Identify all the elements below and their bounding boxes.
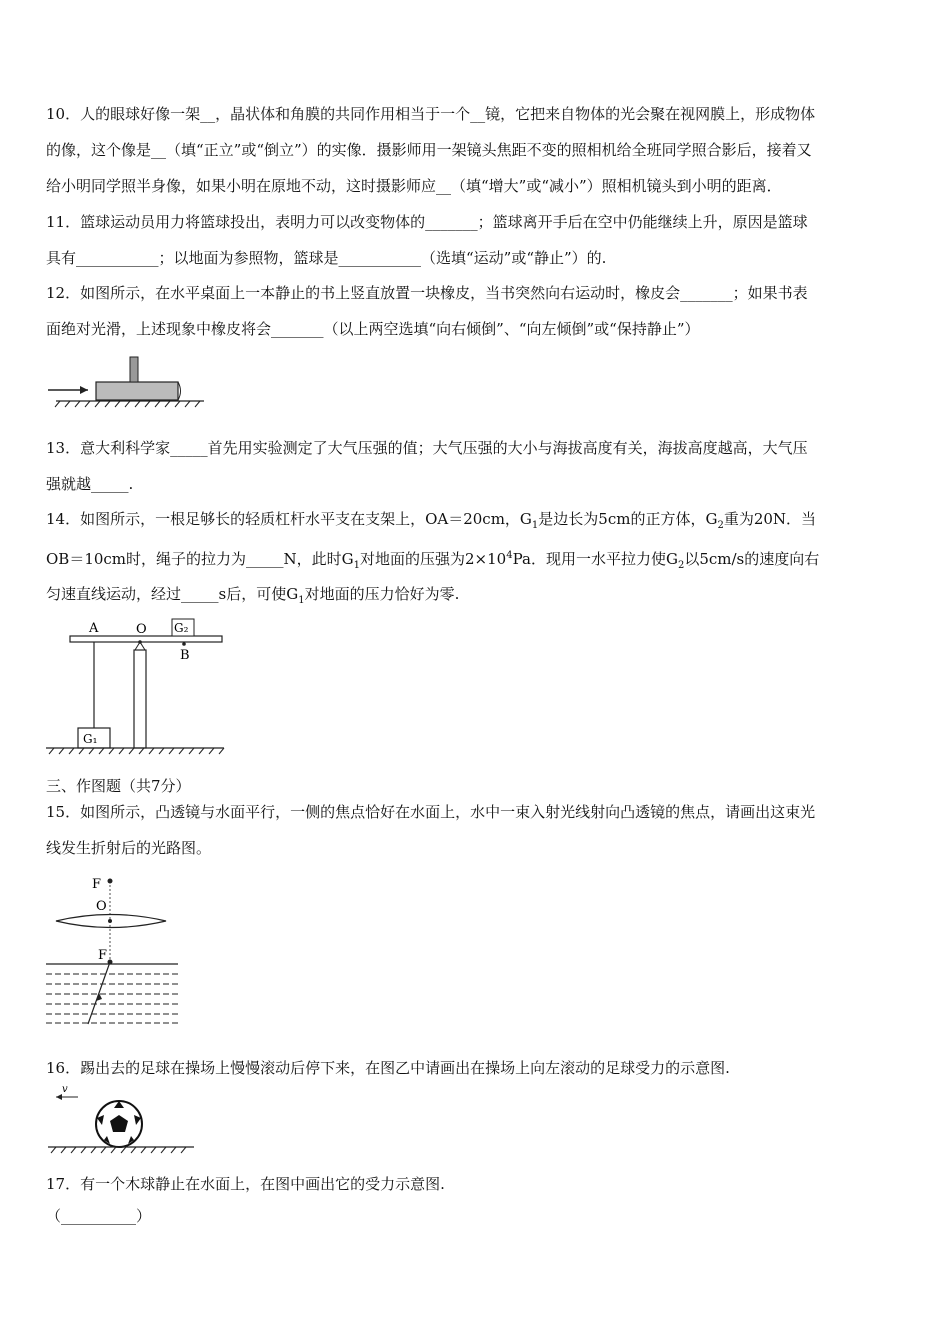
q10-line1: 10．人的眼球好像一架__，晶状体和角膜的共同作用相当于一个__镜，它把来自物体的光会聚在视网膜上，形成物体 xyxy=(46,105,816,123)
label-g1: G₁ xyxy=(83,732,98,746)
lever-figure xyxy=(44,616,229,758)
label-o: O xyxy=(136,622,147,637)
label-o: O xyxy=(96,899,107,914)
section3-title: 三、作图题（共7分） xyxy=(46,777,191,795)
q13-line1: 13．意大利科学家_____首先用实验测定了大气压强的值；大气压强的大小与海拔高度有关，海拔高度越高，大气压 xyxy=(46,439,808,457)
soccer-ball-figure xyxy=(44,1082,199,1158)
label-f-top: F xyxy=(92,877,102,892)
q16-line1: 16．踢出去的足球在操场上慢慢滚动后停下来，在图乙中请画出在操场上向左滚动的足球受力的示意图. xyxy=(46,1059,730,1077)
q10-line3: 给小明同学照半身像，如果小明在原地不动，这时摄影师应__（填“增大”或“减小”）照相机镜头到小明的距离． xyxy=(46,177,782,195)
q11-line1: 11．篮球运动员用力将篮球投出，表明力可以改变物体的_______；篮球离开手后在空中仍能继续上升，原因是篮球 xyxy=(46,213,808,231)
label-g2: G₂ xyxy=(174,621,189,635)
q12-line1: 12．如图所示，在水平桌面上一本静止的书上竖直放置一块橡皮，当书突然向右运动时，橡皮会_______；如果书表 xyxy=(46,284,808,302)
lens-water-figure xyxy=(44,868,184,1028)
q17-line1: 17．有一个木球静止在水面上，在图中画出它的受力示意图. xyxy=(46,1175,445,1193)
q15-line2: 线发生折射后的光路图。 xyxy=(46,839,212,857)
q15-line1: 15．如图所示，凸透镜与水面平行，一侧的焦点恰好在水面上，水中一束入射光线射向凸透镜的焦点，请画出这束光 xyxy=(46,803,816,821)
q14-line1: 14．如图所示，一根足够长的轻质杠杆水平支在支架上，OA＝20cm，$G_1$是边长为5cm的正方体，$G_2$重为20N．当 xyxy=(46,510,817,531)
label-b: B xyxy=(180,648,190,663)
q17-answer-blank[interactable]: （__________） xyxy=(46,1207,152,1225)
q14-line2: OB＝10cm时，绳子的拉力为_____N，此时$G_1$对地面的压强为$2\times 10^4Pa$．现用一水平拉力使$G_2$以5cm/s的速度向右 xyxy=(46,550,820,571)
label-a: A xyxy=(89,621,99,636)
q14-line3: 匀速直线运动，经过_____s后，可使$G_1$对地面的压力恰好为零. xyxy=(46,585,460,606)
q11-line2: 具有___________；以地面为参照物，篮球是___________（选填“运动”或“静止”）的. xyxy=(46,249,607,267)
label-v: v xyxy=(62,1084,68,1095)
q12-line2: 面绝对光滑，上述现象中橡皮将会_______（以上两空选填“向右倾倒”、“向左倾倒”或“保持静止”） xyxy=(46,320,700,338)
q13-line2: 强就越_____. xyxy=(46,475,134,493)
label-f-bottom: F xyxy=(98,948,108,963)
book-eraser-figure xyxy=(44,352,209,410)
q10-line2: 的像，这个像是__（填“正立”或“倒立”）的实像．摄影师用一架镜头焦距不变的照相机给全班同学照合影后，接着又 xyxy=(46,141,812,159)
